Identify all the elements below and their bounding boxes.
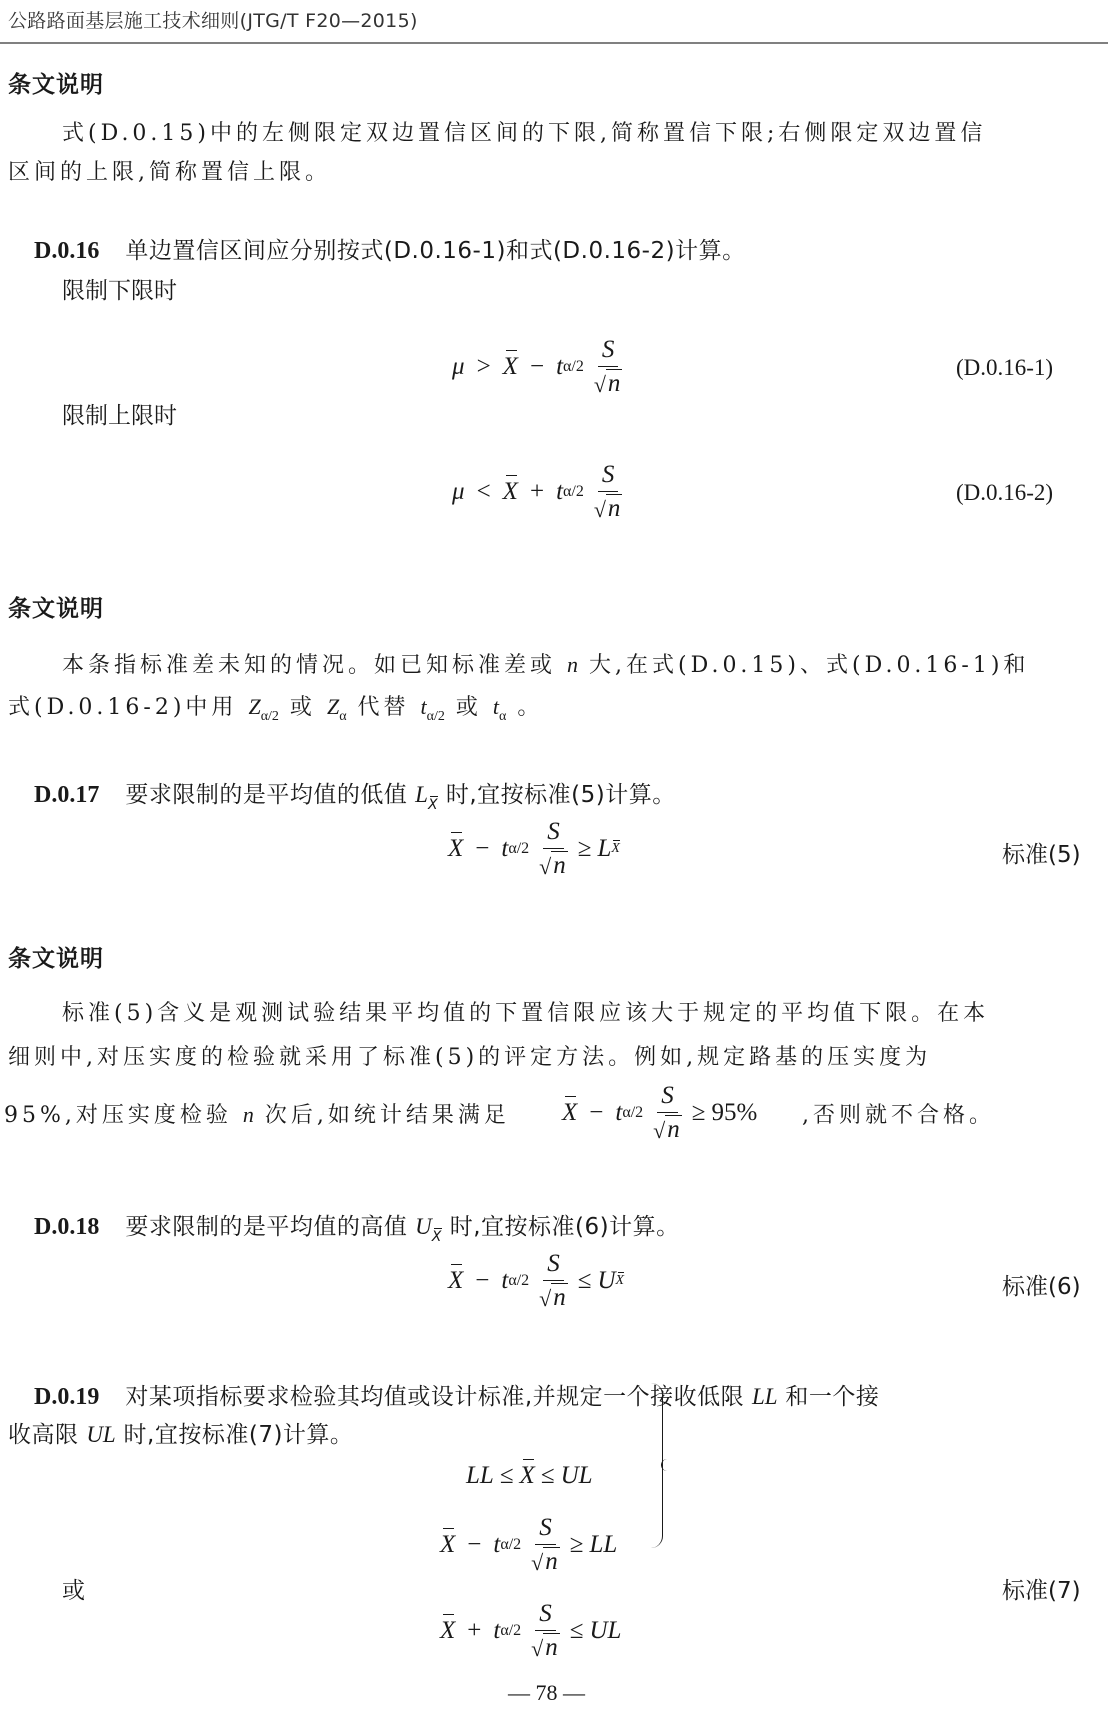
subscript-x-bar: X [431,1229,442,1245]
paragraph-line-end: ,否则就不合格。 [802,1103,995,1128]
clause-d016 [34,232,746,265]
radical-sign: √ [539,1285,552,1311]
radical-sign: √ [653,1117,666,1143]
standard-label: 标准(7) [1002,1578,1081,1604]
subscript: α/2 [500,1535,522,1553]
text: 95%,对压实度检验 [4,1103,232,1128]
sqrt [539,1281,568,1312]
ul-symbol: UL [86,1422,116,1447]
fraction [539,1250,568,1311]
text: 或 [289,695,316,720]
operator: ≤ [569,1616,584,1644]
equation-label: (D.0.16-1) [956,355,1054,380]
t-symbol: t [556,352,564,380]
clause-number: D.0.17 [34,782,100,808]
fraction [653,1082,682,1143]
operator: − [529,352,545,380]
numerator: S [598,336,619,367]
operator: ≥ [577,834,592,862]
clause-number: D.0.16 [34,238,100,264]
text: 时,宜按标准(5)计算。 [445,782,676,808]
t-symbol: t [615,1098,623,1126]
radicand: n [607,369,621,397]
paragraph-line: 式(D.0.15)中的左侧限定双边置信区间的下限,简称置信下限;右侧限定双边置信 [62,121,987,146]
subscript: α/2 [426,709,445,724]
operator: ≤ [577,1266,592,1294]
paragraph-line [62,648,1029,679]
equation-standard-6 [448,1250,624,1311]
radicand: n [607,494,621,522]
radical-sign: √ [531,1635,544,1661]
subscript: α [339,709,347,724]
text: 要求限制的是平均值的低值 [125,782,408,808]
t-symbol: t [556,477,564,505]
t-symbol: t [493,1530,501,1558]
fraction [531,1514,560,1575]
standard-label: 标准(6) [1002,1274,1081,1300]
operator: − [589,1098,604,1126]
x-bar: X [519,1462,535,1489]
t-symbol: t [420,694,427,719]
radicand: n [553,1283,566,1311]
x-bar: X [562,1098,578,1126]
or-label: 或 [62,1578,85,1604]
subscript: α [499,709,507,724]
subscript: α/2 [508,1271,530,1289]
text: 和一个接 [785,1384,880,1410]
operator: < [476,477,491,505]
operator: ≤ [540,1462,555,1489]
numerator: S [535,1600,556,1631]
operator: + [529,477,545,505]
standard-label: 标准(5) [1002,842,1081,868]
subscript: α/2 [260,709,279,724]
subscript: α/2 [563,482,584,500]
subscript: α/2 [500,1621,522,1639]
equation-d016-2 [452,461,626,522]
equation-standard-5 [448,818,620,879]
radicand: n [667,1115,680,1143]
text: 要求限制的是平均值的高值 [125,1214,408,1240]
t-symbol: t [501,1266,509,1294]
text: 式(D.0.16-2)中用 [8,695,238,720]
sqrt [594,492,623,523]
sqrt [531,1545,560,1576]
commentary-heading: 条文说明 [8,72,104,98]
text: 对某项指标要求检验其均值或设计标准,并规定一个接收低限 [125,1384,745,1410]
radicand: n [545,1633,558,1661]
clause-number: D.0.18 [34,1214,100,1240]
z-symbol: Z [326,694,340,719]
equation-standard-7a [440,1514,617,1575]
clause-d017 [34,776,676,813]
radicand: n [553,851,566,879]
equation-d016-1 [452,336,626,397]
x-bar: X [440,1530,456,1558]
commentary-heading: 条文说明 [8,596,104,622]
text: 次后,如统计结果满足 [264,1103,510,1128]
radical-sign: √ [593,371,606,397]
fraction [531,1600,560,1661]
numerator: S [543,1250,564,1281]
case-label: 限制下限时 [62,278,177,304]
sqrt [653,1113,682,1144]
text: 大,在式(D.0.15)、式(D.0.16-1)和 [589,653,1030,678]
paragraph-line [4,1098,510,1129]
l-symbol: L [415,782,428,807]
numerator: S [535,1514,556,1545]
t-symbol: t [501,834,509,862]
operator: − [467,1530,482,1558]
operator: ≥ [691,1098,706,1126]
ll-symbol: LL [751,1384,778,1409]
radical-sign: √ [593,496,606,522]
operator: > [476,352,491,380]
sqrt [594,367,623,398]
operator: − [475,834,490,862]
operator: − [475,1266,490,1294]
fraction [539,818,568,879]
ll-symbol: LL [589,1530,618,1558]
subscript: α/2 [563,357,584,375]
subscript: α/2 [622,1103,644,1121]
case-label: 限制上限时 [62,403,177,429]
numerator: S [543,818,564,849]
page-number: — 78 — [508,1680,585,1705]
u-symbol: U [597,1266,616,1294]
radicand: n [545,1547,558,1575]
l-symbol: L [597,834,612,862]
radical-sign: √ [531,1549,544,1575]
sqrt [539,849,568,880]
fraction [594,461,623,522]
clause-d019-cont [8,1416,353,1449]
inline-equation [562,1082,757,1143]
paragraph-line [8,690,543,725]
operator: + [467,1616,482,1644]
numerator: S [657,1082,678,1113]
header-rule [0,42,1108,44]
commentary-heading: 条文说明 [8,946,104,972]
paragraph-line: 细则中,对压实度的检验就采用了标准(5)的评定方法。例如,规定路基的压实度为 [8,1045,932,1070]
operator: ≤ [499,1462,514,1489]
text: 收高限 [8,1422,79,1448]
n-symbol: n [242,1102,254,1127]
clause-number: D.0.19 [34,1384,100,1410]
n-symbol: n [567,652,579,677]
x-bar: X [440,1616,456,1644]
clause-text: 单边置信区间应分别按式(D.0.16-1)和式(D.0.16-2)计算。 [125,238,746,264]
numerator: S [598,461,619,492]
text: 。 [517,695,544,720]
x-bar: X [502,477,518,505]
clause-d019 [34,1378,879,1411]
subscript-x-bar: X [611,840,620,856]
radical-sign: √ [539,853,552,879]
fraction [594,336,623,397]
sqrt [531,1631,560,1662]
ll-symbol: LL [466,1462,494,1489]
t-symbol: t [493,1616,501,1644]
t-symbol: t [492,694,500,719]
subscript: α/2 [508,839,530,857]
right-brace [650,1383,663,1548]
subscript-x-bar: X [427,797,439,813]
clause-d018 [34,1208,680,1245]
x-bar: X [502,352,518,380]
text: 或 [455,695,482,720]
mu-symbol: μ [452,352,465,380]
ul-symbol: UL [589,1616,622,1644]
running-header: 公路路面基层施工技术细则(JTG/T F20—2015) [8,10,418,32]
text: 时,宜按标准(6)计算。 [449,1214,680,1240]
equation-standard-7b [440,1600,621,1661]
text: 本条指标准差未知的情况。如已知标准差或 [62,653,557,678]
mu-symbol: μ [452,477,465,505]
paragraph-line: 区间的上限,简称置信上限。 [8,160,331,185]
u-symbol: U [415,1214,432,1239]
x-bar: X [448,834,464,862]
ul-symbol: UL [560,1462,593,1489]
paragraph-line: 标准(5)含义是观测试验结果平均值的下置信限应该大于规定的平均值下限。在本 [62,1001,990,1026]
value: 95% [711,1098,758,1126]
subscript-x-bar: X [615,1272,625,1288]
text: 代替 [357,695,410,720]
operator: ≥ [569,1530,584,1558]
x-bar: X [448,1266,464,1294]
z-symbol: Z [248,694,261,719]
equation-standard-7-main [466,1462,593,1490]
equation-label: (D.0.16-2) [956,480,1054,505]
text: 时,宜按标准(7)计算。 [123,1422,354,1448]
